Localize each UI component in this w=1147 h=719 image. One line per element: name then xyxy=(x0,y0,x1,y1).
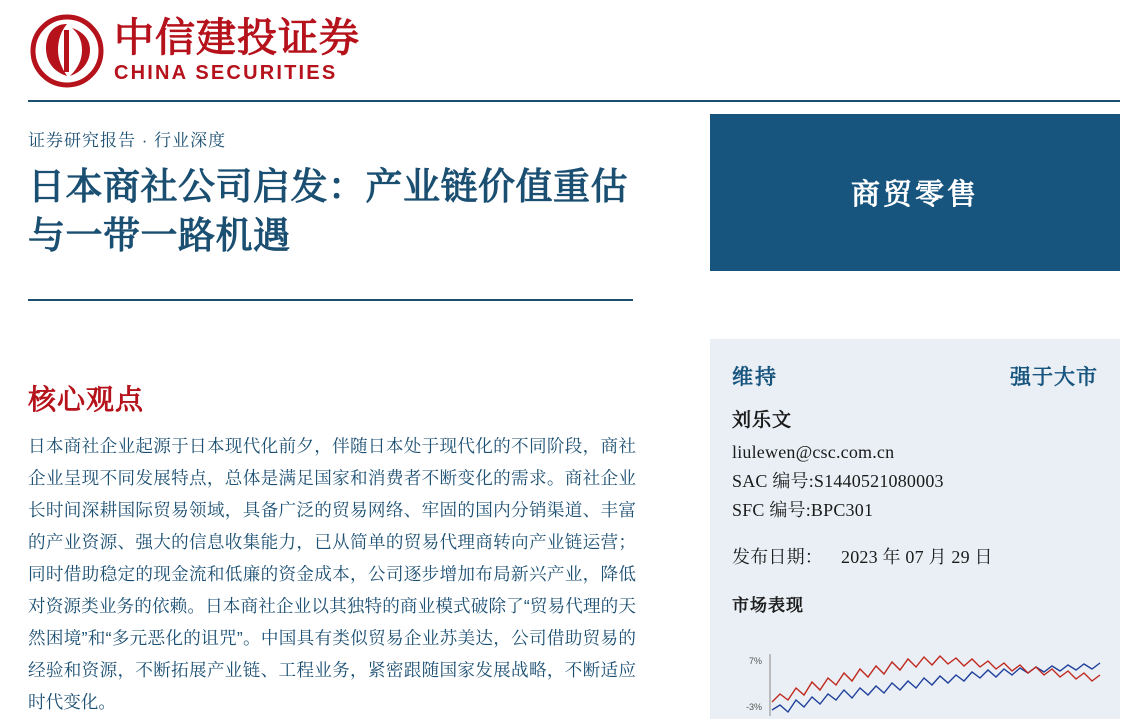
report-kicker: 证券研究报告 · 行业深度 xyxy=(28,131,227,150)
section-heading-core-view: 核心观点 xyxy=(28,384,145,415)
brand-name-en: CHINA SECURITIES xyxy=(114,61,338,84)
publish-date-value: 2023 年 07 月 29 日 xyxy=(841,547,993,568)
core-view-body-text: 日本商社企业起源于日本现代化前夕，伴随日本处于现代化的不同阶段，商社企业呈现不同发展特点，总体是满足国家和消费者不断变化的需求。商社企业长时间深耕国际贸易领域，具备广泛的贸易网络、牢固的国内分销渠道、丰富的产业资源、强大的信息收集能力，已从简单的贸易代理商转向产业链运营；同时借助稳定的现金流和低廉的资金成本，公司逐步增加布局新兴产业，降低对资源类业务的依赖。日本商社企业以其独特的商业模式破除了“贸易代理的天然困境”和“多元恶化的诅咒”。中国具有类似贸易企业苏美达，公司借助贸易的经验和资源，不断拓展产业链、工程业务，紧密跟随国家发展战略，不断适应时代变化。 xyxy=(28,436,636,713)
analyst-sfc-number: SFC 编号:BPC301 xyxy=(732,500,874,521)
rating-status-label: 维持 xyxy=(732,366,778,389)
industry-badge-label: 商贸零售 xyxy=(850,179,979,211)
rating-value: 强于大市 xyxy=(1010,366,1098,389)
title-divider xyxy=(28,299,633,301)
publish-date xyxy=(710,525,1120,569)
chart-ytick-top: 7% xyxy=(748,656,762,666)
header-divider xyxy=(28,100,1120,102)
market-performance-chart xyxy=(732,650,1112,719)
market-performance-title: 市场表现 xyxy=(732,596,804,616)
publish-date-label: 发布日期： xyxy=(732,547,823,568)
report-header-block xyxy=(28,126,648,261)
rating-row xyxy=(710,339,1120,391)
chart-series-industry xyxy=(772,656,1100,702)
brand-logo xyxy=(28,14,360,88)
analyst-name: 刘乐文 xyxy=(732,410,793,431)
analyst-email[interactable]: liulewen@csc.com.cn xyxy=(732,442,895,462)
brand-name-cn: 中信建投证券 xyxy=(114,15,360,60)
page-title: 日本商社公司启发：产业链价值重估与一带一路机遇 xyxy=(28,166,628,256)
chart-ytick-bottom: -3% xyxy=(745,702,762,712)
analyst-sac-number: SAC 编号:S1440521080003 xyxy=(732,471,944,492)
industry-badge xyxy=(710,114,1120,271)
analyst-block xyxy=(710,391,1120,525)
csc-logo-mark-icon xyxy=(28,14,106,88)
brand-logo-text xyxy=(114,17,360,86)
